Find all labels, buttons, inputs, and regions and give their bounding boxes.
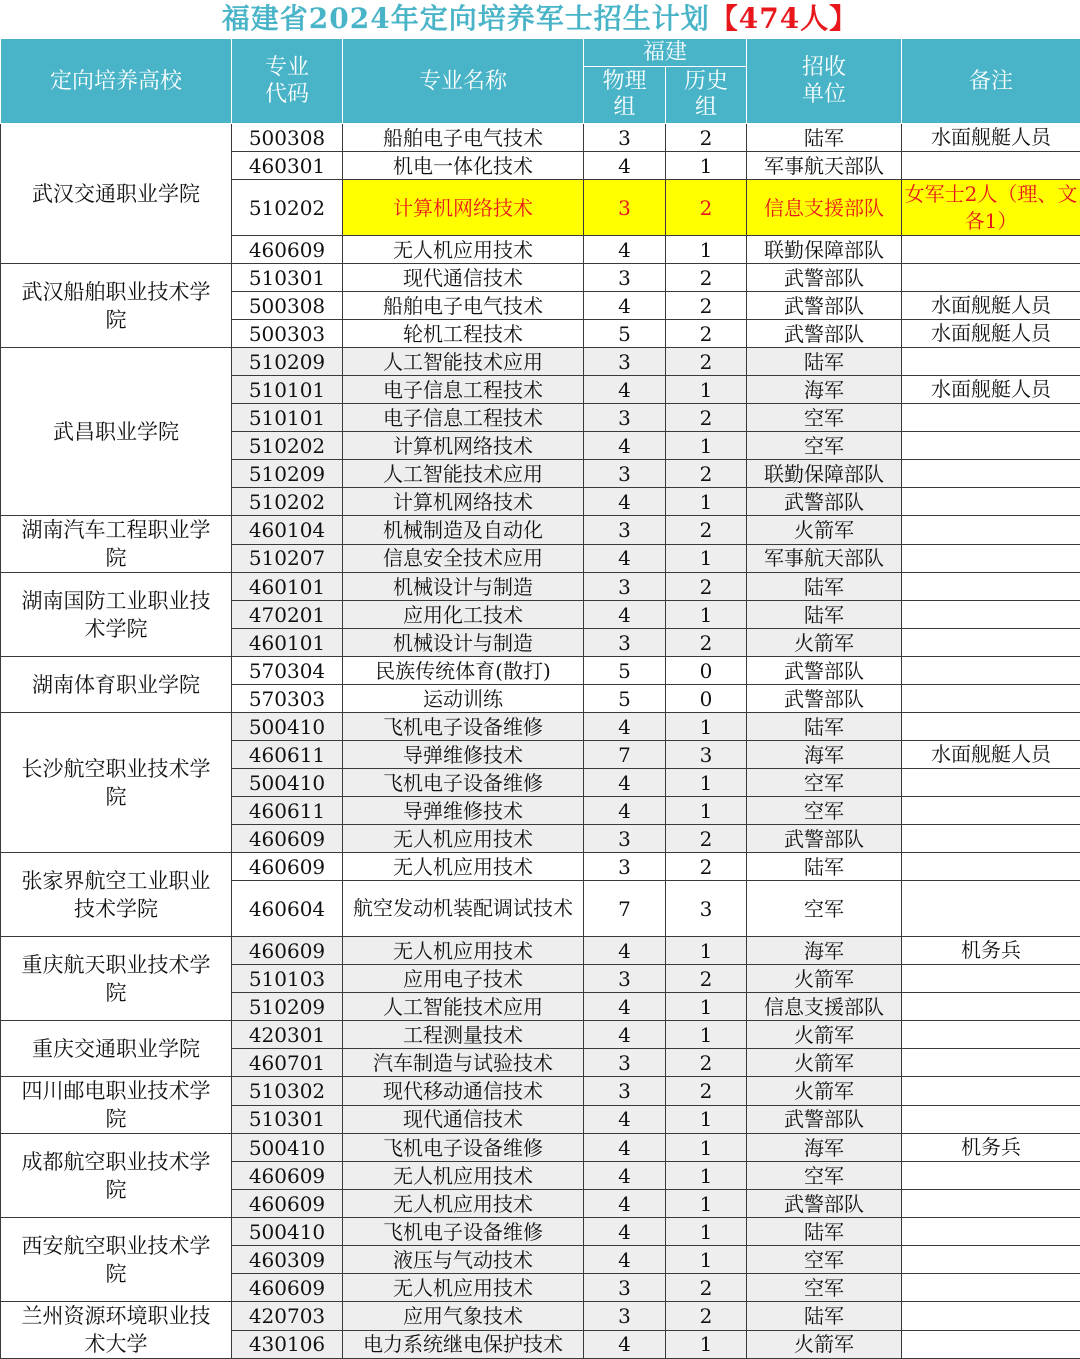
unit-cell: 信息支援部队: [747, 993, 902, 1021]
unit-cell: 陆军: [747, 124, 902, 152]
note-cell: [902, 1105, 1080, 1134]
unit-cell: 陆军: [747, 601, 902, 629]
history-cell: 0: [666, 657, 747, 685]
history-cell: 1: [666, 1134, 747, 1162]
unit-cell: 海军: [747, 376, 902, 404]
unit-cell: 陆军: [747, 1302, 902, 1331]
code-cell: 510103: [232, 965, 343, 993]
physics-cell: 3: [584, 1049, 666, 1077]
note-cell: [902, 1246, 1080, 1274]
recruitment-plan-table: [0, 38, 1080, 1359]
major-cell: 导弹维修技术: [343, 797, 584, 825]
history-cell: 2: [666, 180, 747, 236]
unit-cell: 武警部队: [747, 1190, 902, 1218]
unit-cell: 海军: [747, 741, 902, 769]
note-cell: [902, 797, 1080, 825]
physics-cell: 4: [584, 1134, 666, 1162]
major-cell: 汽车制造与试验技术: [343, 1049, 584, 1077]
major-cell: 机械制造及自动化: [343, 516, 584, 545]
unit-cell: 火箭军: [747, 965, 902, 993]
unit-cell: 火箭军: [747, 629, 902, 657]
physics-cell: 3: [584, 264, 666, 292]
unit-cell: 武警部队: [747, 685, 902, 713]
code-cell: 460611: [232, 741, 343, 769]
history-cell: 1: [666, 769, 747, 797]
note-cell: [902, 460, 1080, 488]
major-cell: 电子信息工程技术: [343, 376, 584, 404]
unit-cell: 海军: [747, 937, 902, 965]
major-cell: 无人机应用技术: [343, 1274, 584, 1302]
table-row: [1, 713, 1080, 741]
header-fujian: 福建: [584, 39, 747, 67]
major-cell: 工程测量技术: [343, 1021, 584, 1049]
physics-cell: 4: [584, 1330, 666, 1359]
history-cell: 1: [666, 236, 747, 264]
physics-cell: 3: [584, 1302, 666, 1331]
code-cell: 460609: [232, 937, 343, 965]
table-row: [1, 657, 1080, 685]
physics-cell: 4: [584, 1218, 666, 1246]
table-row: [1, 1077, 1080, 1106]
note-cell: [902, 348, 1080, 376]
history-cell: 2: [666, 629, 747, 657]
major-cell: 轮机工程技术: [343, 320, 584, 348]
physics-cell: 3: [584, 348, 666, 376]
unit-cell: 信息支援部队: [747, 180, 902, 236]
table-row: [1, 1218, 1080, 1246]
code-cell: 460609: [232, 236, 343, 264]
code-cell: 460604: [232, 881, 343, 937]
note-cell: [902, 1302, 1080, 1331]
note-cell: [902, 853, 1080, 881]
history-cell: 1: [666, 1021, 747, 1049]
code-cell: 460611: [232, 797, 343, 825]
major-cell: 信息安全技术应用: [343, 544, 584, 573]
physics-cell: 4: [584, 1246, 666, 1274]
unit-cell: 武警部队: [747, 1105, 902, 1134]
note-cell: [902, 264, 1080, 292]
note-cell: [902, 1330, 1080, 1359]
note-cell: 机务兵: [902, 937, 1080, 965]
major-cell: 无人机应用技术: [343, 1162, 584, 1190]
school-cell: 湖南汽车工程职业学院: [1, 516, 232, 573]
unit-cell: 海军: [747, 1134, 902, 1162]
school-cell: 兰州资源环境职业技术大学: [1, 1302, 232, 1359]
unit-cell: 武警部队: [747, 657, 902, 685]
header-history: 历史组: [666, 67, 747, 124]
physics-cell: 4: [584, 292, 666, 320]
unit-cell: 陆军: [747, 1218, 902, 1246]
physics-cell: 3: [584, 573, 666, 601]
history-cell: 1: [666, 1218, 747, 1246]
note-cell: 水面舰艇人员: [902, 320, 1080, 348]
code-cell: 510202: [232, 488, 343, 516]
history-cell: 2: [666, 1302, 747, 1331]
unit-cell: 空军: [747, 769, 902, 797]
history-cell: 2: [666, 965, 747, 993]
header-school: 定向培养高校: [1, 39, 232, 124]
physics-cell: 3: [584, 629, 666, 657]
history-cell: 2: [666, 1049, 747, 1077]
history-cell: 2: [666, 124, 747, 152]
major-cell: 液压与气动技术: [343, 1246, 584, 1274]
physics-cell: 4: [584, 1162, 666, 1190]
history-cell: 1: [666, 937, 747, 965]
unit-cell: 空军: [747, 404, 902, 432]
note-cell: [902, 825, 1080, 853]
physics-cell: 5: [584, 320, 666, 348]
major-cell: 航空发动机装配调试技术: [343, 881, 584, 937]
header-note: 备注: [902, 39, 1080, 124]
major-cell: 应用化工技术: [343, 601, 584, 629]
history-cell: 2: [666, 348, 747, 376]
history-cell: 3: [666, 881, 747, 937]
history-cell: 1: [666, 601, 747, 629]
unit-cell: 火箭军: [747, 1021, 902, 1049]
major-cell: 无人机应用技术: [343, 937, 584, 965]
major-cell: 现代移动通信技术: [343, 1077, 584, 1106]
physics-cell: 4: [584, 601, 666, 629]
history-cell: 2: [666, 264, 747, 292]
code-cell: 420301: [232, 1021, 343, 1049]
table-row: [1, 1134, 1080, 1162]
history-cell: 2: [666, 1274, 747, 1302]
code-cell: 510301: [232, 264, 343, 292]
school-cell: 四川邮电职业技术学院: [1, 1077, 232, 1134]
code-cell: 460609: [232, 1190, 343, 1218]
code-cell: 500308: [232, 124, 343, 152]
note-cell: [902, 1190, 1080, 1218]
history-cell: 1: [666, 544, 747, 573]
unit-cell: 空军: [747, 797, 902, 825]
physics-cell: 3: [584, 404, 666, 432]
history-cell: 1: [666, 713, 747, 741]
physics-cell: 4: [584, 937, 666, 965]
note-cell: [902, 993, 1080, 1021]
history-cell: 1: [666, 432, 747, 460]
table-header: [1, 39, 1080, 124]
physics-cell: 4: [584, 1105, 666, 1134]
major-cell: 无人机应用技术: [343, 1190, 584, 1218]
header-physics: 物理组: [584, 67, 666, 124]
history-cell: 2: [666, 853, 747, 881]
note-cell: 水面舰艇人员: [902, 124, 1080, 152]
school-cell: 湖南体育职业学院: [1, 657, 232, 713]
note-cell: [902, 404, 1080, 432]
major-cell: 飞机电子设备维修: [343, 769, 584, 797]
school-cell: 湖南国防工业职业技术学院: [1, 573, 232, 657]
physics-cell: 4: [584, 769, 666, 797]
history-cell: 1: [666, 1105, 747, 1134]
major-cell: 应用气象技术: [343, 1302, 584, 1331]
physics-cell: 3: [584, 180, 666, 236]
history-cell: 0: [666, 685, 747, 713]
code-cell: 460301: [232, 152, 343, 180]
physics-cell: 5: [584, 685, 666, 713]
history-cell: 1: [666, 1246, 747, 1274]
major-cell: 无人机应用技术: [343, 236, 584, 264]
major-cell: 电子信息工程技术: [343, 404, 584, 432]
note-cell: [902, 516, 1080, 545]
physics-cell: 4: [584, 1021, 666, 1049]
unit-cell: 陆军: [747, 853, 902, 881]
major-cell: 人工智能技术应用: [343, 993, 584, 1021]
major-cell: 机电一体化技术: [343, 152, 584, 180]
physics-cell: 3: [584, 965, 666, 993]
school-cell: 张家界航空工业职业技术学院: [1, 853, 232, 937]
table-body: [1, 124, 1080, 1359]
table-row: [1, 264, 1080, 292]
history-cell: 2: [666, 404, 747, 432]
note-cell: [902, 1218, 1080, 1246]
code-cell: 510209: [232, 993, 343, 1021]
history-cell: 1: [666, 376, 747, 404]
note-cell: [902, 432, 1080, 460]
major-cell: 人工智能技术应用: [343, 348, 584, 376]
unit-cell: 空军: [747, 1274, 902, 1302]
history-cell: 2: [666, 825, 747, 853]
note-cell: [902, 601, 1080, 629]
history-cell: 2: [666, 516, 747, 545]
table-row: [1, 1021, 1080, 1049]
code-cell: 460101: [232, 629, 343, 657]
code-cell: 510101: [232, 404, 343, 432]
unit-cell: 火箭军: [747, 516, 902, 545]
code-cell: 420703: [232, 1302, 343, 1331]
unit-cell: 火箭军: [747, 1049, 902, 1077]
unit-cell: 武警部队: [747, 292, 902, 320]
code-cell: 500308: [232, 292, 343, 320]
major-cell: 机械设计与制造: [343, 573, 584, 601]
physics-cell: 4: [584, 488, 666, 516]
page-title: [0, 0, 1080, 38]
unit-cell: 空军: [747, 1162, 902, 1190]
code-cell: 500303: [232, 320, 343, 348]
table-row: [1, 124, 1080, 152]
table-row: [1, 348, 1080, 376]
physics-cell: 3: [584, 460, 666, 488]
major-cell: 飞机电子设备维修: [343, 713, 584, 741]
title-main: 福建省2024年定向培养军士招生计划: [222, 2, 710, 35]
major-cell: 飞机电子设备维修: [343, 1134, 584, 1162]
history-cell: 1: [666, 1162, 747, 1190]
note-cell: 水面舰艇人员: [902, 376, 1080, 404]
code-cell: 500410: [232, 713, 343, 741]
code-cell: 510202: [232, 180, 343, 236]
note-cell: [902, 1049, 1080, 1077]
major-cell: 计算机网络技术: [343, 180, 584, 236]
code-cell: 460609: [232, 1274, 343, 1302]
unit-cell: 武警部队: [747, 320, 902, 348]
code-cell: 460101: [232, 573, 343, 601]
major-cell: 机械设计与制造: [343, 629, 584, 657]
history-cell: 2: [666, 320, 747, 348]
table-row: [1, 937, 1080, 965]
major-cell: 无人机应用技术: [343, 853, 584, 881]
major-cell: 人工智能技术应用: [343, 460, 584, 488]
major-cell: 船舶电子电气技术: [343, 292, 584, 320]
physics-cell: 4: [584, 993, 666, 1021]
physics-cell: 7: [584, 741, 666, 769]
major-cell: 无人机应用技术: [343, 825, 584, 853]
major-cell: 运动训练: [343, 685, 584, 713]
physics-cell: 3: [584, 1274, 666, 1302]
physics-cell: 7: [584, 881, 666, 937]
history-cell: 1: [666, 797, 747, 825]
physics-cell: 3: [584, 124, 666, 152]
physics-cell: 3: [584, 853, 666, 881]
physics-cell: 4: [584, 1190, 666, 1218]
school-cell: 西安航空职业技术学院: [1, 1218, 232, 1302]
note-cell: 机务兵: [902, 1134, 1080, 1162]
history-cell: 1: [666, 1190, 747, 1218]
history-cell: 1: [666, 152, 747, 180]
unit-cell: 军事航天部队: [747, 544, 902, 573]
unit-cell: 空军: [747, 1246, 902, 1274]
code-cell: 460609: [232, 853, 343, 881]
code-cell: 510302: [232, 1077, 343, 1106]
code-cell: 510301: [232, 1105, 343, 1134]
table-row: [1, 573, 1080, 601]
code-cell: 460104: [232, 516, 343, 545]
code-cell: 500410: [232, 769, 343, 797]
history-cell: 2: [666, 573, 747, 601]
unit-cell: 武警部队: [747, 488, 902, 516]
note-cell: [902, 685, 1080, 713]
note-cell: [902, 1077, 1080, 1106]
header-code: 专业代码: [232, 39, 343, 124]
code-cell: 570304: [232, 657, 343, 685]
note-cell: 女军士2人（理、文各1）: [902, 180, 1080, 236]
note-cell: [902, 881, 1080, 937]
note-cell: [902, 488, 1080, 516]
code-cell: 460609: [232, 825, 343, 853]
code-cell: 430106: [232, 1330, 343, 1359]
note-cell: [902, 657, 1080, 685]
code-cell: 510202: [232, 432, 343, 460]
code-cell: 510209: [232, 348, 343, 376]
major-cell: 计算机网络技术: [343, 432, 584, 460]
code-cell: 510101: [232, 376, 343, 404]
unit-cell: 火箭军: [747, 1077, 902, 1106]
note-cell: [902, 236, 1080, 264]
unit-cell: 武警部队: [747, 264, 902, 292]
unit-cell: 火箭军: [747, 1330, 902, 1359]
major-cell: 船舶电子电气技术: [343, 124, 584, 152]
table-row: [1, 1302, 1080, 1331]
code-cell: 460701: [232, 1049, 343, 1077]
major-cell: 现代通信技术: [343, 264, 584, 292]
code-cell: 510209: [232, 460, 343, 488]
code-cell: 570303: [232, 685, 343, 713]
history-cell: 2: [666, 292, 747, 320]
header-unit: 招收单位: [747, 39, 902, 124]
history-cell: 1: [666, 488, 747, 516]
physics-cell: 4: [584, 152, 666, 180]
history-cell: 3: [666, 741, 747, 769]
school-cell: 武昌职业学院: [1, 348, 232, 516]
physics-cell: 4: [584, 432, 666, 460]
note-cell: 水面舰艇人员: [902, 292, 1080, 320]
physics-cell: 4: [584, 544, 666, 573]
physics-cell: 4: [584, 376, 666, 404]
school-cell: 重庆航天职业技术学院: [1, 937, 232, 1021]
note-cell: [902, 1162, 1080, 1190]
code-cell: 470201: [232, 601, 343, 629]
history-cell: 1: [666, 1330, 747, 1359]
school-cell: 长沙航空职业技术学院: [1, 713, 232, 853]
unit-cell: 联勤保障部队: [747, 236, 902, 264]
unit-cell: 陆军: [747, 348, 902, 376]
history-cell: 1: [666, 993, 747, 1021]
major-cell: 民族传统体育(散打): [343, 657, 584, 685]
school-cell: 武汉交通职业学院: [1, 124, 232, 264]
physics-cell: 3: [584, 516, 666, 545]
unit-cell: 陆军: [747, 573, 902, 601]
history-cell: 2: [666, 460, 747, 488]
code-cell: 510207: [232, 544, 343, 573]
unit-cell: 武警部队: [747, 825, 902, 853]
note-cell: [902, 713, 1080, 741]
note-cell: [902, 152, 1080, 180]
physics-cell: 3: [584, 825, 666, 853]
major-cell: 现代通信技术: [343, 1105, 584, 1134]
title-count: 【474人】: [710, 2, 858, 35]
note-cell: [902, 1021, 1080, 1049]
unit-cell: 空军: [747, 432, 902, 460]
major-cell: 应用电子技术: [343, 965, 584, 993]
table-row: [1, 853, 1080, 881]
major-cell: 电力系统继电保护技术: [343, 1330, 584, 1359]
physics-cell: 4: [584, 236, 666, 264]
code-cell: 500410: [232, 1218, 343, 1246]
note-cell: [902, 965, 1080, 993]
history-cell: 2: [666, 1077, 747, 1106]
school-cell: 成都航空职业技术学院: [1, 1134, 232, 1218]
physics-cell: 4: [584, 713, 666, 741]
note-cell: [902, 573, 1080, 601]
note-cell: [902, 769, 1080, 797]
school-cell: 武汉船舶职业技术学院: [1, 264, 232, 348]
major-cell: 导弹维修技术: [343, 741, 584, 769]
physics-cell: 3: [584, 1077, 666, 1106]
unit-cell: 空军: [747, 881, 902, 937]
note-cell: [902, 629, 1080, 657]
physics-cell: 5: [584, 657, 666, 685]
code-cell: 500410: [232, 1134, 343, 1162]
physics-cell: 4: [584, 797, 666, 825]
code-cell: 460609: [232, 1162, 343, 1190]
unit-cell: 军事航天部队: [747, 152, 902, 180]
major-cell: 飞机电子设备维修: [343, 1218, 584, 1246]
major-cell: 计算机网络技术: [343, 488, 584, 516]
note-cell: [902, 1274, 1080, 1302]
note-cell: 水面舰艇人员: [902, 741, 1080, 769]
code-cell: 460309: [232, 1246, 343, 1274]
unit-cell: 联勤保障部队: [747, 460, 902, 488]
school-cell: 重庆交通职业学院: [1, 1021, 232, 1077]
unit-cell: 陆军: [747, 713, 902, 741]
note-cell: [902, 544, 1080, 573]
table-row: [1, 516, 1080, 545]
header-major: 专业名称: [343, 39, 584, 124]
